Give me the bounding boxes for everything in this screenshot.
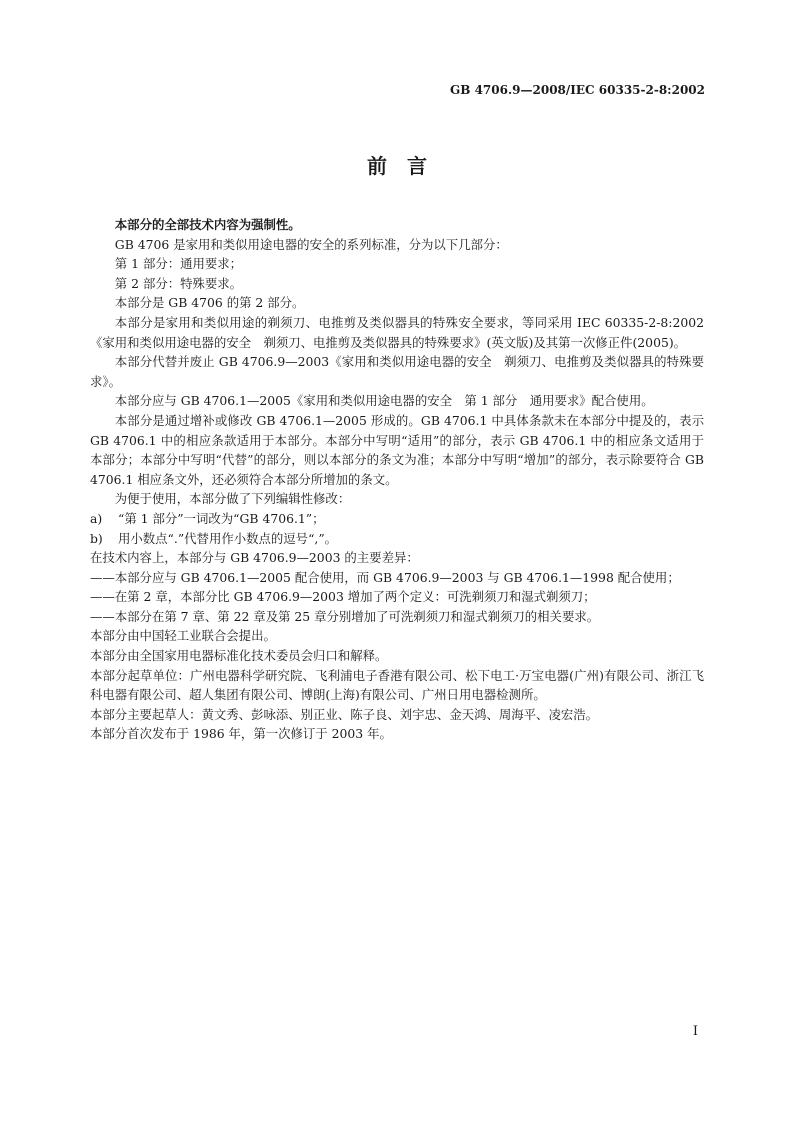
paragraph-part1: 第 1 部分：通用要求； <box>114 256 243 272</box>
paragraph-scope: 本部分是家用和类似用途的剃须刀、电推剪及类似器具的特殊安全要求，等同采用 IEC 60335-2-8:2002《家用和类似用途电器的安全 剃须刀、电推剪及类似器具的特殊要求》(英文版)及其第一次修正件(2005)。 <box>90 314 704 350</box>
standard-code: GB 4706.9—2008/IEC 60335-2-8:2002 <box>450 83 705 97</box>
difference-item-1: ——本部分应与 GB 4706.1—2005 配合使用，而 GB 4706.9—2003 与 GB 4706.1—1998 配合使用； <box>90 569 680 585</box>
list-item-b-label: b) <box>90 530 103 546</box>
list-item-b-text: 用小数点“.”代替用作小数点的逗号“,”。 <box>118 530 338 546</box>
paragraph-use-with: 本部分应与 GB 4706.1—2005《家用和类似用途电器的安全 第 1 部分 通用要求》配合使用。 <box>114 393 654 409</box>
paragraph-differences: 在技术内容上，本部分与 GB 4706.9—2003 的主要差异： <box>90 550 419 566</box>
paragraph-series-intro: GB 4706 是家用和类似用途电器的安全的系列标准，分为以下几部分： <box>114 236 508 252</box>
paragraph-history: 本部分首次发布于 1986 年，第一次修订于 2003 年。 <box>90 726 392 742</box>
paragraph-formation: 本部分是通过增补或修改 GB 4706.1—2005 形成的。GB 4706.1 中具体条款未在本部分中提及的，表示 GB 4706.1 中的相应条款适用于本部分。本部分中写明“适用”的部分，表示 GB 4706.1 中的相应条文适用于本部分；本部分中写明“代替”的部分，则以本部分的条文为准；本部分中写明“增加”的部分，表示除要符合 GB 4706.1 相应条文外，还必须符合本部分所增加的条文。 <box>90 412 704 487</box>
page-number: I <box>692 1024 698 1039</box>
page-title: 前 言 <box>367 154 427 178</box>
paragraph-responsible: 本部分由全国家用电器标准化技术委员会归口和解释。 <box>90 648 388 664</box>
list-item-a <box>90 509 704 529</box>
paragraph-part2: 第 2 部分：特殊要求。 <box>114 275 243 291</box>
list-item-b <box>90 529 704 549</box>
mandatory-statement: 本部分的全部技术内容为强制性。 <box>114 217 301 232</box>
paragraph-editorial: 为便于使用，本部分做了下列编辑性修改： <box>114 491 351 507</box>
paragraph-drafting-units: 本部分起草单位：广州电器科学研究院、飞利浦电子香港有限公司、松下电工·万宝电器(广州)有限公司、浙江飞科电器有限公司、超人集团有限公司、博朗(上海)有限公司、广州日用电器检测所。 <box>90 667 704 703</box>
paragraph-replaces: 本部分代替并废止 GB 4706.9—2003《家用和类似用途电器的安全 剃须刀、电推剪及类似器具的特殊要求》。 <box>90 354 704 389</box>
difference-item-3: ——本部分在第 7 章、第 22 章及第 25 章分别增加了可洗剃须刀和湿式剃须刀的相关要求。 <box>90 608 600 624</box>
paragraph-drafters: 本部分主要起草人：黄文秀、彭咏添、别正业、陈子良、刘宇忠、金天鸿、周海平、凌宏浩。 <box>90 706 599 722</box>
list-item-a-text: “第 1 部分”一词改为“GB 4706.1”； <box>118 510 325 526</box>
paragraph-proposed-by: 本部分由中国轻工业联合会提出。 <box>90 628 276 644</box>
paragraph-this-part: 本部分是 GB 4706 的第 2 部分。 <box>114 295 305 311</box>
list-item-a-label: a) <box>90 510 103 526</box>
difference-item-2: ——在第 2 章，本部分比 GB 4706.9—2003 增加了两个定义：可洗剃须刀和湿式剃须刀； <box>90 589 596 605</box>
foreword-body <box>90 215 704 744</box>
